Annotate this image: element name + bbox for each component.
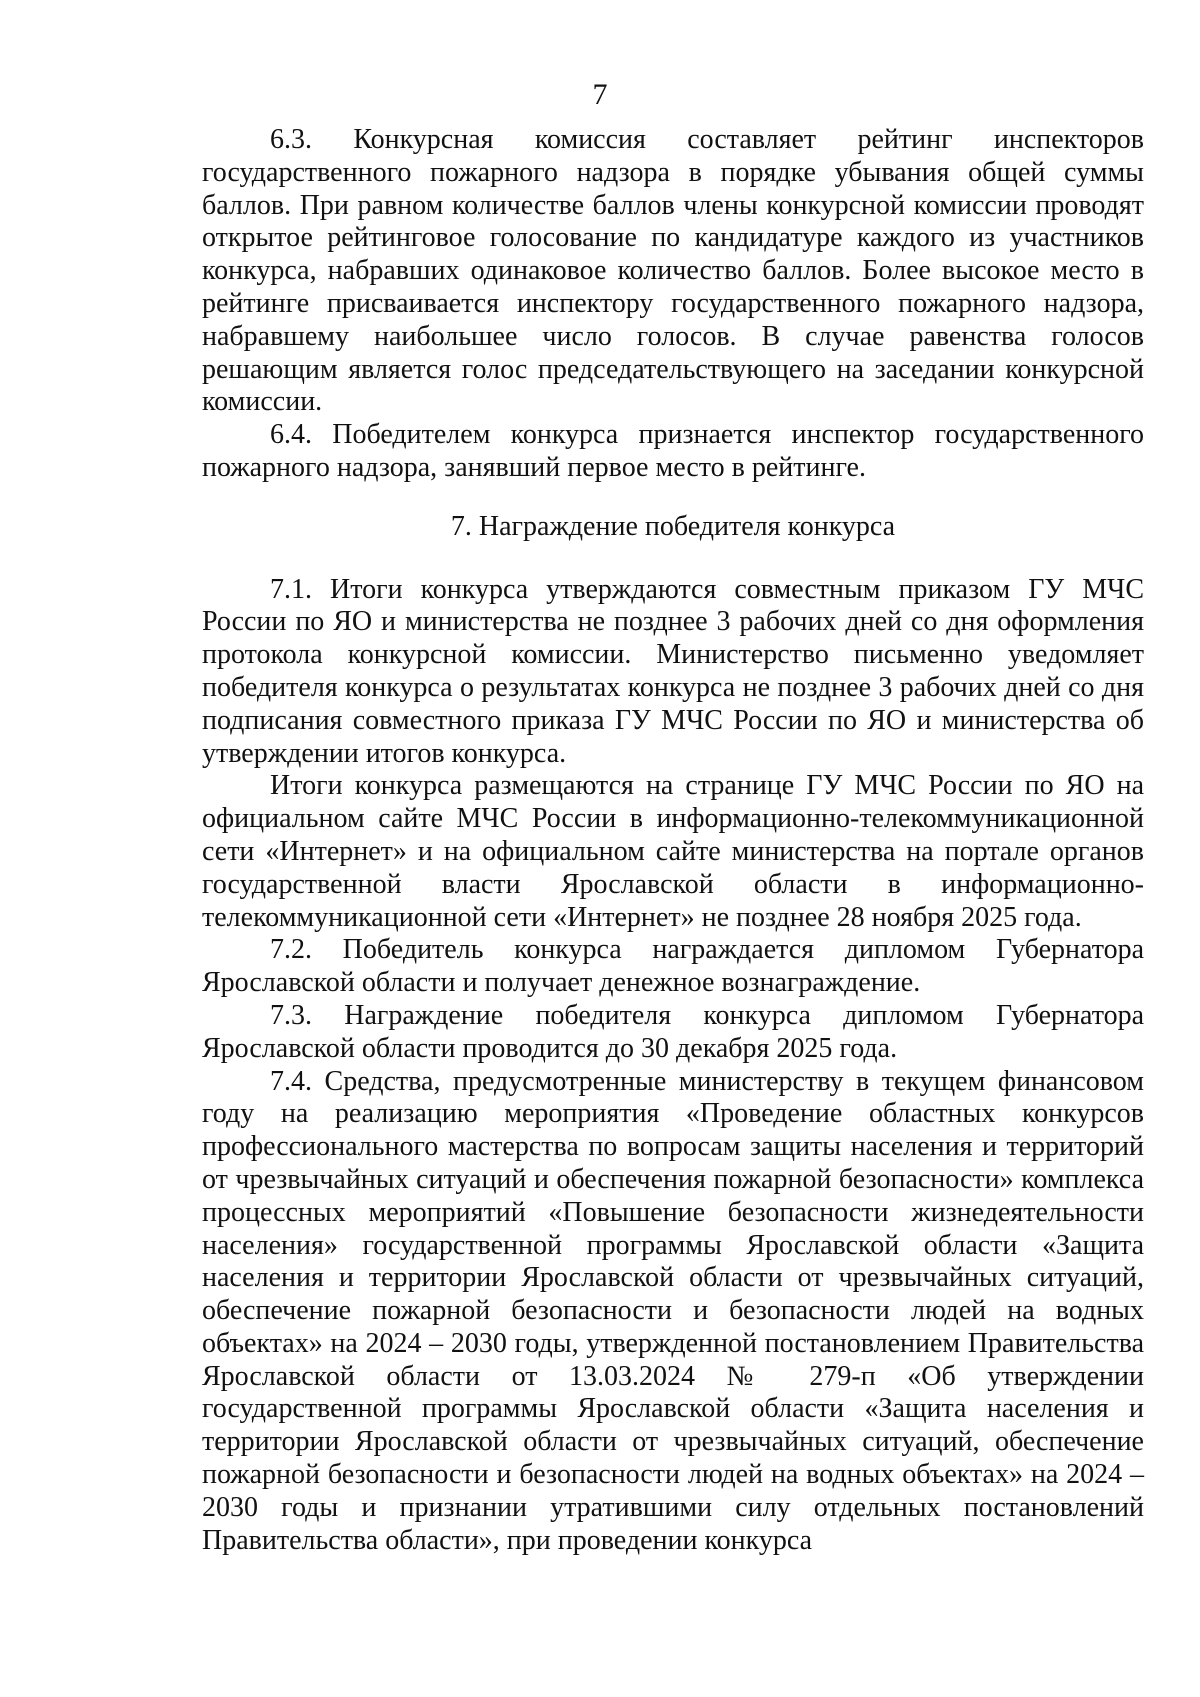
page-number: 7 xyxy=(592,78,608,111)
paragraph-7-1-publication: Итоги конкурса размещаются на странице ГУ МЧС России по ЯО на официальном сайте МЧС России в информационно-телекоммуникационной сети «Интернет» и на официальном сайте министерства на портале органов государственной власти Ярославской области в информационно-телекоммуникационной сети «Интернет» не позднее 28 ноября 2025 года. xyxy=(202,770,1144,933)
document-body xyxy=(202,124,1144,1557)
paragraph-7-4: 7.4. Средства, предусмотренные министерству в текущем финансовом году на реализацию мероприятия «Проведение областных конкурсов профессионального мастерства по вопросам защиты населения и территорий от чрезвычайных ситуаций и обеспечения пожарной безопасности» комплекса процессных мероприятий «Повышение безопасности жизнедеятельности населения» государственной программы Ярославской области «Защита населения и территории Ярославской области от чрезвычайных ситуаций, обеспечение пожарной безопасности и безопасности людей на водных объектах» на 2024 – 2030 годы, утвержденной постановлением Правительства Ярославской области от 13.03.2024 № 279-п «Об утверждении государственной программы Ярославской области «Защита населения и территории Ярославской области от чрезвычайных ситуаций, обеспечение пожарной безопасности и безопасности людей на водных объектах» на 2024 – 2030 годы и признании утратившими силу отдельных постановлений Правительства области», при проведении конкурса xyxy=(202,1065,1144,1556)
paragraph-6-4: 6.4. Победителем конкурса признается инспектор государственного пожарного надзора, занявший первое место в рейтинге. xyxy=(202,419,1144,483)
paragraph-7-2: 7.2. Победитель конкурса награждается дипломом Губернатора Ярославской области и получает денежное вознаграждение. xyxy=(202,934,1144,999)
paragraph-7-1: 7.1. Итоги конкурса утверждаются совместным приказом ГУ МЧС России по ЯО и министерства не позднее 3 рабочих дней со дня оформления протокола конкурсной комиссии. Министерство письменно уведомляет победителя конкурса о результатах конкурса не позднее 3 рабочих дней со дня подписания совместного приказа ГУ МЧС России по ЯО и министерства об утверждении итогов конкурса. xyxy=(202,573,1144,769)
section-7-heading: 7. Награждение победителя конкурса xyxy=(450,510,896,542)
paragraph-7-3: 7.3. Награждение победителя конкурса дипломом Губернатора Ярославской области проводится до 30 декабря 2025 года. xyxy=(202,999,1144,1064)
paragraph-6-3: 6.3. Конкурсная комиссия составляет рейтинг инспекторов государственного пожарного надзора в порядке убывания общей суммы баллов. При равном количестве баллов члены конкурсной комиссии проводят открытое рейтинговое голосование по кандидатуре каждого из участников конкурса, набравших одинаковое количество баллов. Более высокое место в рейтинге присваивается инспектору государственного пожарного надзора, набравшему наибольшее число голосов. В случае равенства голосов решающим является голос председательствующего на заседании конкурсной комиссии. xyxy=(202,124,1144,418)
